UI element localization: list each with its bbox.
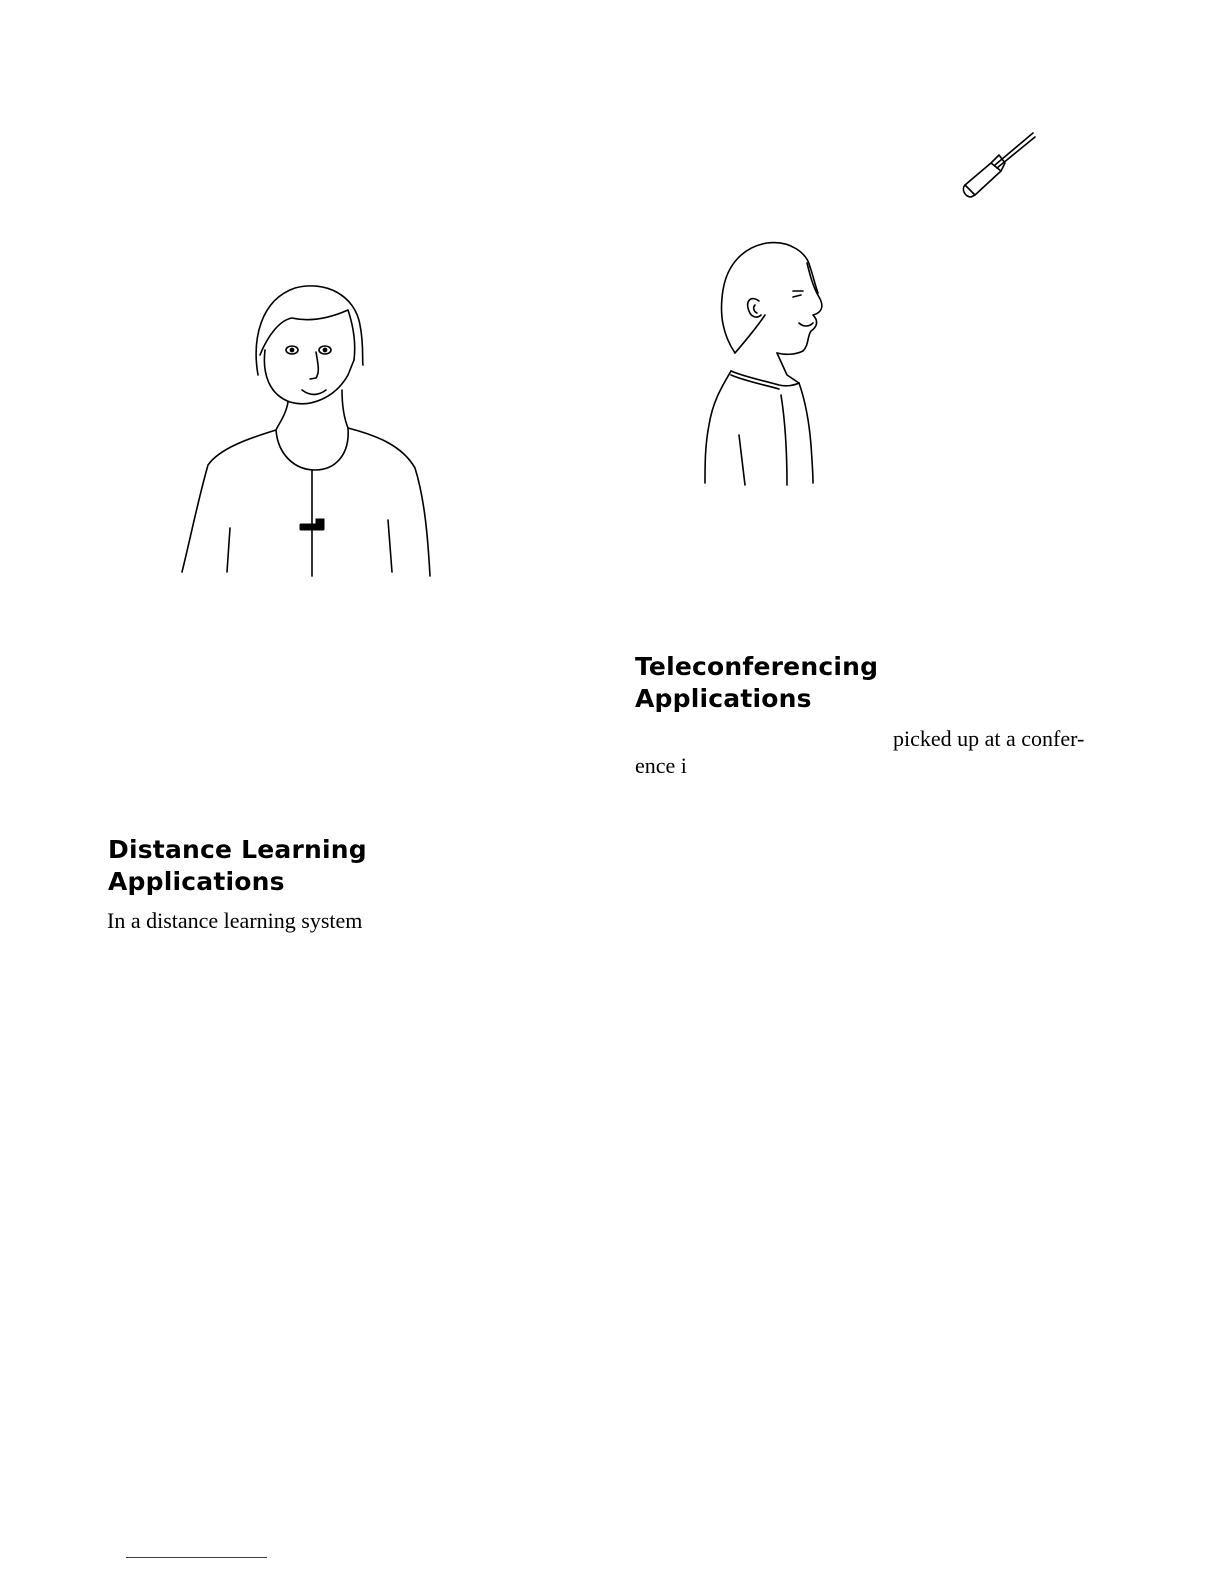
teleconferencing-text-line1: picked up at a confer-	[893, 726, 1085, 751]
distance-learning-heading-line1: Distance Learning	[108, 835, 367, 864]
teleconferencing-heading-line2: Applications	[635, 684, 812, 713]
teleconferencing-heading-line1: Teleconferencing	[635, 652, 879, 681]
listener-profile-illustration	[695, 235, 845, 495]
speaker-with-lapel-mic-illustration	[170, 280, 450, 590]
distance-learning-text: In a distance learning system	[107, 908, 363, 933]
teleconferencing-heading	[635, 651, 878, 715]
distance-learning-heading-line2: Applications	[108, 867, 285, 896]
footnote-rule	[126, 1557, 267, 1558]
microphone-illustration	[955, 125, 1045, 205]
teleconferencing-text-line2: ence i	[635, 753, 687, 778]
distance-learning-heading	[108, 834, 367, 898]
